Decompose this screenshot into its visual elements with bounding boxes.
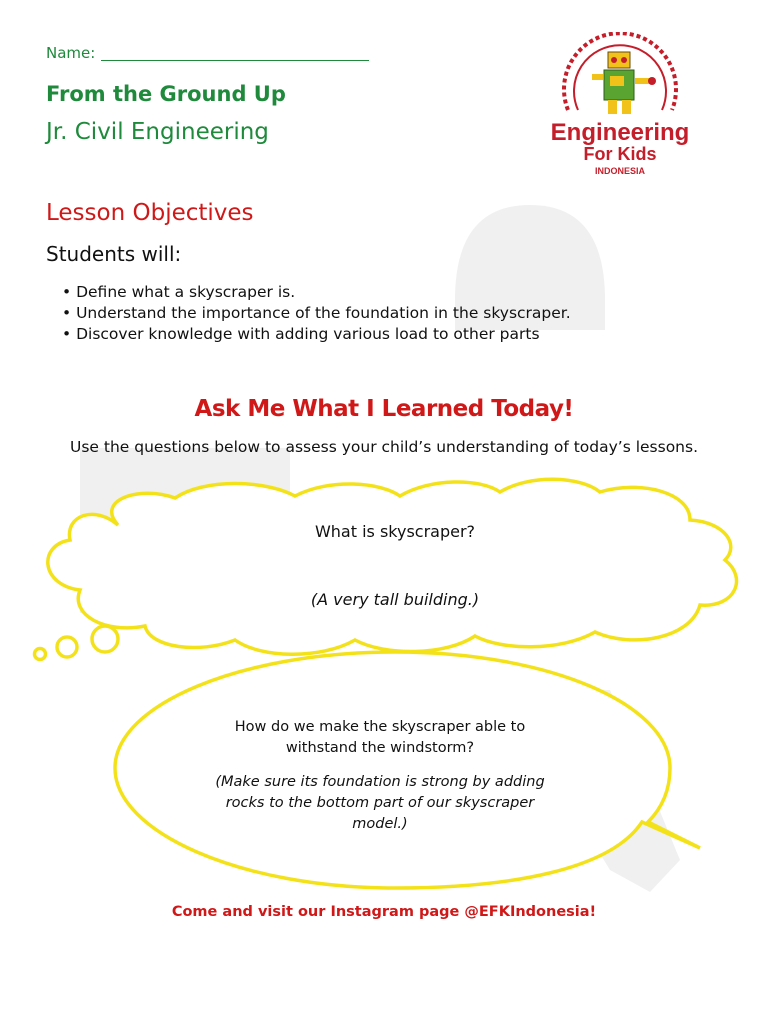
objective-item: • Understand the importance of the foundation in the skyscraper. bbox=[62, 303, 571, 324]
logo-line-2: For Kids bbox=[583, 144, 657, 164]
thought-dot-medium bbox=[57, 637, 77, 657]
instagram-promo: Come and visit our Instagram page @EFKIndonesia! bbox=[171, 904, 597, 920]
name-field-line[interactable] bbox=[46, 44, 369, 62]
robot-icon bbox=[592, 52, 656, 114]
students-will-label: Students will: bbox=[46, 242, 182, 266]
objective-item: • Discover knowledge with adding various load to other parts bbox=[62, 324, 571, 345]
objective-item: • Define what a skyscraper is. bbox=[62, 282, 571, 303]
answer-2: (Make sure its foundation is strong by adding rocks to the bottom part of our skyscraper model.) bbox=[215, 774, 545, 832]
engineering-for-kids-logo bbox=[540, 32, 700, 180]
answer-1: (A very tall building.) bbox=[310, 590, 480, 609]
name-label: Name: bbox=[46, 44, 96, 62]
thought-dot-large bbox=[92, 626, 118, 652]
question-1: What is skyscraper? bbox=[314, 522, 476, 541]
subtitle: From the Ground Up bbox=[46, 82, 286, 106]
lesson-objectives-heading: Lesson Objectives bbox=[46, 200, 254, 226]
name-underline bbox=[101, 60, 369, 61]
logo-line-1: Engineering bbox=[550, 119, 690, 146]
thought-dot-small bbox=[35, 649, 46, 660]
course-title: Jr. Civil Engineering bbox=[46, 119, 269, 145]
objectives-list bbox=[62, 282, 571, 345]
logo-line-3: INDONESIA bbox=[594, 166, 646, 176]
speech-bubble bbox=[115, 652, 700, 888]
ask-me-instructions: Use the questions below to assess your child’s understanding of today’s lessons. bbox=[69, 438, 698, 456]
question-2: How do we make the skyscraper able to withstand the windstorm? bbox=[234, 719, 526, 756]
thought-cloud bbox=[48, 479, 737, 654]
ask-me-heading: Ask Me What I Learned Today! bbox=[194, 396, 574, 422]
